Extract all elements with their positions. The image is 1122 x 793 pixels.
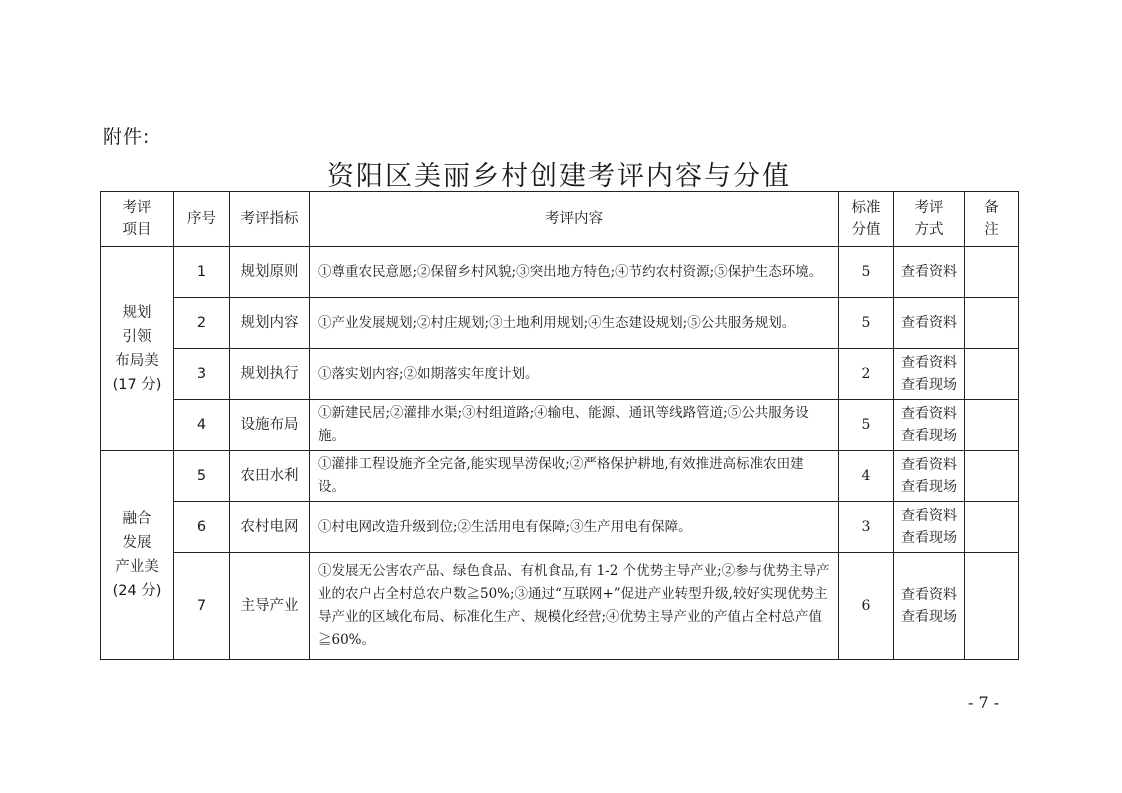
method-cell: 查看资料 查看现场	[894, 400, 965, 451]
seq-cell: 5	[174, 451, 230, 502]
table-row	[101, 349, 1019, 400]
method-cell: 查看资料	[894, 247, 965, 298]
remark-cell	[965, 553, 1019, 660]
method-cell: 查看资料	[894, 298, 965, 349]
remark-cell	[965, 247, 1019, 298]
seq-cell: 7	[174, 553, 230, 660]
score-cell: 6	[839, 553, 894, 660]
table-row	[101, 502, 1019, 553]
header-seq: 序号	[174, 192, 230, 247]
remark-cell	[965, 400, 1019, 451]
content-cell: ①村电网改造升级到位;②生活用电有保障;③生产用电有保障。	[310, 502, 839, 553]
remark-cell	[965, 502, 1019, 553]
seq-cell: 4	[174, 400, 230, 451]
header-method: 考评 方式	[894, 192, 965, 247]
attachment-label: 附件:	[103, 126, 151, 148]
indicator-cell: 规划内容	[230, 298, 310, 349]
method-cell: 查看资料 查看现场	[894, 502, 965, 553]
seq-cell: 3	[174, 349, 230, 400]
header-indicator: 考评指标	[230, 192, 310, 247]
seq-cell: 2	[174, 298, 230, 349]
content-cell: ①发展无公害农产品、绿色食品、有机食品,有 1-2 个优势主导产业;②参与优势主导产业的农户占全村总农户数≧50%;③通过“互联网+”促进产业转型升级,较好实现优势主导产业的区域化布局、标准化生产、规模化经营;④优势主导产业的产值占全村总产值≧60%。	[310, 553, 839, 660]
evaluation-table	[100, 191, 1019, 660]
page-number: - 7 -	[968, 693, 1000, 712]
score-cell: 2	[839, 349, 894, 400]
indicator-cell: 农村电网	[230, 502, 310, 553]
table-row	[101, 451, 1019, 502]
method-cell: 查看资料 查看现场	[894, 349, 965, 400]
indicator-cell: 农田水利	[230, 451, 310, 502]
indicator-cell: 规划执行	[230, 349, 310, 400]
score-cell: 5	[839, 400, 894, 451]
score-cell: 4	[839, 451, 894, 502]
content-cell: ①落实划内容;②如期落实年度计划。	[310, 349, 839, 400]
seq-cell: 6	[174, 502, 230, 553]
document-title: 资阳区美丽乡村创建考评内容与分值	[327, 161, 791, 192]
table-row	[101, 400, 1019, 451]
category-cell: 规划 引领 布局美 (17 分)	[101, 247, 174, 451]
table-row	[101, 298, 1019, 349]
remark-cell	[965, 349, 1019, 400]
content-cell: ①尊重农民意愿;②保留乡村风貌;③突出地方特色;④节约农村资源;⑤保护生态环境。	[310, 247, 839, 298]
header-content: 考评内容	[310, 192, 839, 247]
method-cell: 查看资料 查看现场	[894, 553, 965, 660]
score-cell: 5	[839, 247, 894, 298]
content-cell: ①灌排工程设施齐全完备,能实现旱涝保收;②严格保护耕地,有效推进高标准农田建设。	[310, 451, 839, 502]
content-cell: ①新建民居;②灌排水渠;③村组道路;④输电、能源、通讯等线路管道;⑤公共服务设施。	[310, 400, 839, 451]
table-row	[101, 247, 1019, 298]
header-row	[101, 192, 1019, 247]
score-cell: 5	[839, 298, 894, 349]
method-cell: 查看资料 查看现场	[894, 451, 965, 502]
table-row	[101, 553, 1019, 660]
header-remark: 备 注	[965, 192, 1019, 247]
category-cell: 融合 发展 产业美 (24 分)	[101, 451, 174, 660]
seq-cell: 1	[174, 247, 230, 298]
score-cell: 3	[839, 502, 894, 553]
indicator-cell: 规划原则	[230, 247, 310, 298]
header-score: 标准 分值	[839, 192, 894, 247]
header-category: 考评 项目	[101, 192, 174, 247]
remark-cell	[965, 451, 1019, 502]
indicator-cell: 设施布局	[230, 400, 310, 451]
content-cell: ①产业发展规划;②村庄规划;③土地利用规划;④生态建设规划;⑤公共服务规划。	[310, 298, 839, 349]
indicator-cell: 主导产业	[230, 553, 310, 660]
remark-cell	[965, 298, 1019, 349]
